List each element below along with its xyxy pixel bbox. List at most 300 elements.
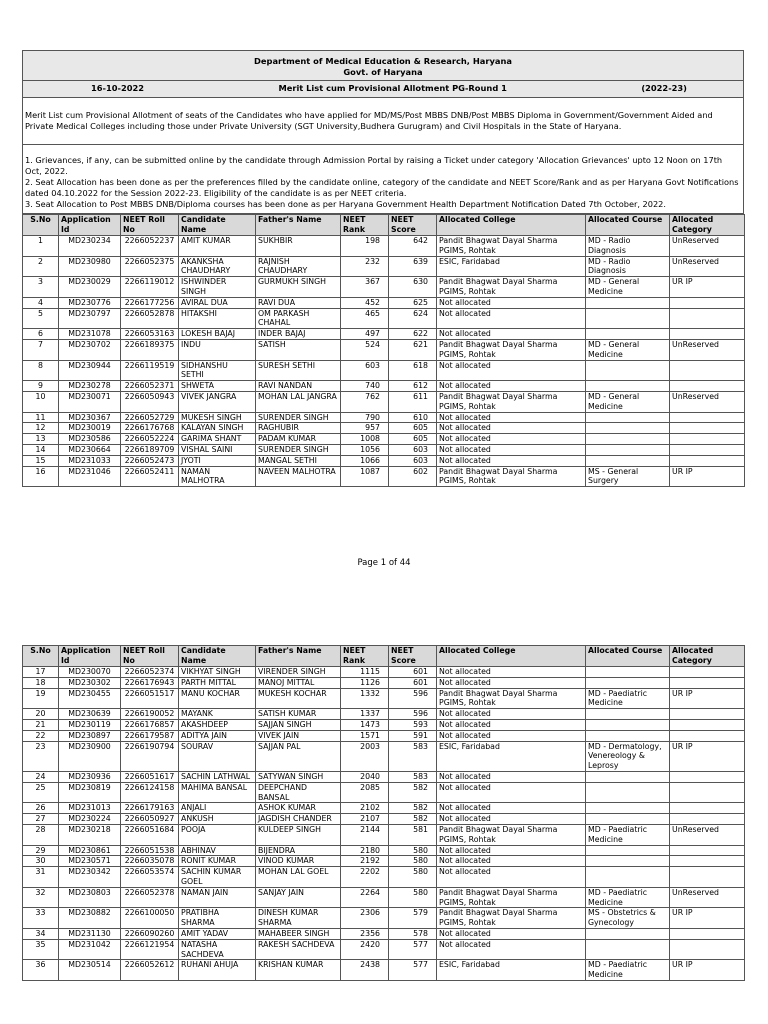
cell-candidate-name: SIDHANSHU SETHI (179, 360, 256, 381)
cell-fathers-name: MANGAL SETHI (256, 455, 341, 466)
cell-fathers-name: VIRENDER SINGH (256, 667, 341, 678)
cell-fathers-name: KRISHAN KUMAR (256, 960, 341, 981)
table-row (23, 256, 745, 277)
cell-fathers-name: MUKESH KOCHAR (256, 688, 341, 709)
table-row (23, 236, 745, 257)
cell-neet-rank: 2085 (341, 782, 389, 803)
cell-allocated-category: UnReserved (670, 391, 745, 412)
cell-allocated-category (670, 677, 745, 688)
cell-application-id: MD230342 (59, 867, 121, 888)
cell-neet-roll-no: 2266053163 (121, 329, 179, 340)
cell-neet-roll-no: 2266052378 (121, 887, 179, 908)
intro-paragraph: Merit List cum Provisional Allotment of seats of the Candidates who have applied for MD/MS/Post MBBS DNB/Post MBBS Diploma in Government/Government Aided and Private Medical Colleges including those under Private University (SGT University,Budhera Gurugram) and Civil Hospitals in the State of Haryana. (22, 98, 744, 145)
cell-candidate-name: MANU KOCHAR (179, 688, 256, 709)
table-row (23, 412, 745, 423)
cell-candidate-name: ANJALI (179, 803, 256, 814)
cell-neet-rank: 1473 (341, 719, 389, 730)
page-number: Page 1 of 44 (357, 558, 411, 568)
cell-sno: 20 (23, 709, 59, 720)
cell-candidate-name: AMIT KUMAR (179, 236, 256, 257)
cell-neet-roll-no: 2266189709 (121, 444, 179, 455)
cell-allocated-course: MS - General Surgery (586, 466, 670, 487)
cell-allocated-college: Pandit Bhagwat Dayal Sharma PGIMS, Rohtak (437, 824, 586, 845)
cell-neet-rank: 790 (341, 412, 389, 423)
cell-application-id: MD230019 (59, 423, 121, 434)
cell-fathers-name: ASHOK KUMAR (256, 803, 341, 814)
cell-fathers-name: RAVI DUA (256, 297, 341, 308)
cell-neet-rank: 2144 (341, 824, 389, 845)
cell-application-id: MD230797 (59, 308, 121, 329)
cell-allocated-category (670, 771, 745, 782)
cell-neet-score: 578 (389, 928, 437, 939)
cell-application-id: MD230664 (59, 444, 121, 455)
cell-neet-score: 596 (389, 688, 437, 709)
cell-allocated-course (586, 360, 670, 381)
cell-fathers-name: SAJJAN SINGH (256, 719, 341, 730)
cell-allocated-college: Not allocated (437, 709, 586, 720)
cell-allocated-course (586, 297, 670, 308)
cell-allocated-course (586, 381, 670, 392)
table-row (23, 730, 745, 741)
table-row (23, 466, 745, 487)
note-1: 1. Grievances, if any, can be submitted online by the candidate through Admission Portal by raising a Ticket under category 'Allocation Grievances' upto 12 Noon on 17th Oct, 2022. (25, 155, 723, 176)
cell-sno: 27 (23, 814, 59, 825)
cell-allocated-college: Not allocated (437, 455, 586, 466)
merit-table-page-1 (22, 214, 745, 487)
cell-allocated-course (586, 719, 670, 730)
cell-neet-roll-no: 2266190052 (121, 709, 179, 720)
cell-allocated-course (586, 856, 670, 867)
cell-allocated-college: Not allocated (437, 412, 586, 423)
table-row (23, 360, 745, 381)
cell-neet-roll-no: 2266053574 (121, 867, 179, 888)
cell-allocated-course: MD - Paediatric Medicine (586, 960, 670, 981)
col-header-allocated-course: Allocated Course (586, 646, 670, 667)
cell-sno: 8 (23, 360, 59, 381)
cell-candidate-name: MUKESH SINGH (179, 412, 256, 423)
cell-neet-rank: 1066 (341, 455, 389, 466)
cell-neet-score: 612 (389, 381, 437, 392)
cell-neet-rank: 603 (341, 360, 389, 381)
cell-sno: 12 (23, 423, 59, 434)
page-1 (22, 50, 744, 487)
table-row (23, 329, 745, 340)
table-row (23, 908, 745, 929)
cell-allocated-course (586, 455, 670, 466)
cell-allocated-category (670, 360, 745, 381)
cell-allocated-category (670, 867, 745, 888)
cell-allocated-college: Not allocated (437, 939, 586, 960)
cell-application-id: MD230029 (59, 277, 121, 298)
cell-neet-score: 625 (389, 297, 437, 308)
cell-allocated-course: MD - Paediatric Medicine (586, 688, 670, 709)
cell-allocated-category (670, 455, 745, 466)
table-row (23, 856, 745, 867)
cell-allocated-course (586, 434, 670, 445)
cell-neet-rank: 1008 (341, 434, 389, 445)
cell-candidate-name: SACHIN LATHWAL (179, 771, 256, 782)
cell-candidate-name: RUHANI AHUJA (179, 960, 256, 981)
cell-allocated-category: UnReserved (670, 236, 745, 257)
cell-neet-score: 622 (389, 329, 437, 340)
cell-allocated-category: UR IP (670, 277, 745, 298)
cell-allocated-college: Pandit Bhagwat Dayal Sharma PGIMS, Rohtak (437, 391, 586, 412)
cell-allocated-college: Pandit Bhagwat Dayal Sharma PGIMS, Rohtak (437, 466, 586, 487)
session-label: (2022-23) (641, 83, 687, 93)
cell-allocated-college: Not allocated (437, 667, 586, 678)
cell-neet-score: 577 (389, 939, 437, 960)
cell-fathers-name: SATISH KUMAR (256, 709, 341, 720)
cell-neet-roll-no: 2266052729 (121, 412, 179, 423)
cell-sno: 23 (23, 741, 59, 771)
cell-neet-score: 605 (389, 423, 437, 434)
cell-allocated-category: UnReserved (670, 887, 745, 908)
cell-allocated-category (670, 434, 745, 445)
cell-neet-score: 601 (389, 667, 437, 678)
cell-neet-roll-no: 2266052878 (121, 308, 179, 329)
cell-application-id: MD231033 (59, 455, 121, 466)
cell-sno: 26 (23, 803, 59, 814)
cell-neet-roll-no: 2266179163 (121, 803, 179, 814)
cell-allocated-category: UR IP (670, 908, 745, 929)
cell-fathers-name: RAJNISH CHAUDHARY (256, 256, 341, 277)
table-row (23, 423, 745, 434)
cell-neet-roll-no: 2266100050 (121, 908, 179, 929)
cell-candidate-name: NAMAN MALHOTRA (179, 466, 256, 487)
table-row (23, 887, 745, 908)
cell-allocated-category (670, 856, 745, 867)
cell-neet-score: 601 (389, 677, 437, 688)
cell-fathers-name: SATYWAN SINGH (256, 771, 341, 782)
cell-fathers-name: JAGDISH CHANDER (256, 814, 341, 825)
cell-neet-score: 630 (389, 277, 437, 298)
cell-neet-roll-no: 2266052473 (121, 455, 179, 466)
cell-neet-rank: 2356 (341, 928, 389, 939)
cell-application-id: MD230702 (59, 339, 121, 360)
cell-candidate-name: VIKHYAT SINGH (179, 667, 256, 678)
table-row (23, 391, 745, 412)
cell-neet-roll-no: 2266119519 (121, 360, 179, 381)
cell-allocated-college: Pandit Bhagwat Dayal Sharma PGIMS, Rohtak (437, 236, 586, 257)
cell-neet-rank: 2306 (341, 908, 389, 929)
cell-sno: 15 (23, 455, 59, 466)
cell-neet-rank: 2202 (341, 867, 389, 888)
cell-neet-roll-no: 2266051538 (121, 845, 179, 856)
cell-allocated-category (670, 444, 745, 455)
cell-neet-score: 583 (389, 771, 437, 782)
cell-neet-score: 596 (389, 709, 437, 720)
cell-application-id: MD230224 (59, 814, 121, 825)
cell-allocated-course (586, 709, 670, 720)
cell-neet-rank: 1115 (341, 667, 389, 678)
cell-sno: 35 (23, 939, 59, 960)
cell-fathers-name: INDER BAJAJ (256, 329, 341, 340)
table-row (23, 297, 745, 308)
cell-neet-score: 603 (389, 455, 437, 466)
cell-application-id: MD230586 (59, 434, 121, 445)
cell-neet-rank: 2107 (341, 814, 389, 825)
col-header-fathers-name: Father's Name (256, 215, 341, 236)
cell-application-id: MD230861 (59, 845, 121, 856)
col-header-application-id: Application Id (59, 646, 121, 667)
cell-allocated-category (670, 814, 745, 825)
cell-candidate-name: MAHIMA BANSAL (179, 782, 256, 803)
cell-candidate-name: VISHAL SAINI (179, 444, 256, 455)
cell-allocated-college: Pandit Bhagwat Dayal Sharma PGIMS, Rohtak (437, 887, 586, 908)
cell-fathers-name: SAJJAN PAL (256, 741, 341, 771)
cell-fathers-name: BIJENDRA (256, 845, 341, 856)
cell-sno: 1 (23, 236, 59, 257)
cell-neet-rank: 524 (341, 339, 389, 360)
cell-neet-rank: 198 (341, 236, 389, 257)
cell-allocated-category (670, 719, 745, 730)
table-row (23, 814, 745, 825)
col-header-candidate-name: Candidate Name (179, 646, 256, 667)
table-row (23, 771, 745, 782)
cell-allocated-college: Pandit Bhagwat Dayal Sharma PGIMS, Rohtak (437, 277, 586, 298)
cell-application-id: MD230900 (59, 741, 121, 771)
cell-fathers-name: SURENDER SINGH (256, 444, 341, 455)
cell-candidate-name: AKANKSHA CHAUDHARY (179, 256, 256, 277)
cell-allocated-course: MD - General Medicine (586, 339, 670, 360)
cell-sno: 19 (23, 688, 59, 709)
cell-allocated-course: MD - Radio Diagnosis (586, 236, 670, 257)
cell-neet-rank: 1126 (341, 677, 389, 688)
cell-application-id: MD230070 (59, 667, 121, 678)
cell-sno: 10 (23, 391, 59, 412)
cell-sno: 9 (23, 381, 59, 392)
cell-allocated-course (586, 928, 670, 939)
cell-neet-roll-no: 2266052237 (121, 236, 179, 257)
cell-allocated-course (586, 730, 670, 741)
col-header-allocated-category: Allocated Category (670, 646, 745, 667)
cell-candidate-name: SHWETA (179, 381, 256, 392)
department-title: Department of Medical Education & Research, Haryana (253, 56, 512, 66)
cell-allocated-course (586, 867, 670, 888)
cell-neet-roll-no: 2266035078 (121, 856, 179, 867)
table-row (23, 434, 745, 445)
cell-fathers-name: NAVEEN MALHOTRA (256, 466, 341, 487)
cell-candidate-name: HITAKSHI (179, 308, 256, 329)
cell-sno: 21 (23, 719, 59, 730)
cell-allocated-category: UR IP (670, 741, 745, 771)
cell-neet-roll-no: 2266052224 (121, 434, 179, 445)
cell-application-id: MD231078 (59, 329, 121, 340)
cell-allocated-college: Not allocated (437, 928, 586, 939)
col-header-neet-roll-no: NEET Roll No (121, 646, 179, 667)
cell-fathers-name: MOHAN LAL JANGRA (256, 391, 341, 412)
cell-sno: 22 (23, 730, 59, 741)
cell-application-id: MD230819 (59, 782, 121, 803)
cell-sno: 30 (23, 856, 59, 867)
table-row (23, 824, 745, 845)
cell-allocated-course (586, 814, 670, 825)
cell-neet-rank: 497 (341, 329, 389, 340)
cell-neet-roll-no: 2266177256 (121, 297, 179, 308)
cell-allocated-course (586, 803, 670, 814)
table-row (23, 803, 745, 814)
cell-neet-rank: 1337 (341, 709, 389, 720)
cell-neet-score: 580 (389, 845, 437, 856)
cell-application-id: MD230882 (59, 908, 121, 929)
cell-allocated-college: Not allocated (437, 444, 586, 455)
table-row (23, 939, 745, 960)
table-row (23, 667, 745, 678)
cell-fathers-name: MANOJ MITTAL (256, 677, 341, 688)
cell-neet-roll-no: 2266119012 (121, 277, 179, 298)
cell-fathers-name: RAKESH SACHDEVA (256, 939, 341, 960)
cell-candidate-name: ADITYA JAIN (179, 730, 256, 741)
cell-neet-score: 624 (389, 308, 437, 329)
cell-allocated-course: MD - Paediatric Medicine (586, 887, 670, 908)
cell-allocated-college: Pandit Bhagwat Dayal Sharma PGIMS, Rohtak (437, 908, 586, 929)
cell-allocated-course (586, 782, 670, 803)
cell-neet-rank: 2264 (341, 887, 389, 908)
cell-allocated-college: Not allocated (437, 867, 586, 888)
cell-application-id: MD230897 (59, 730, 121, 741)
cell-fathers-name: SURESH SETHI (256, 360, 341, 381)
cell-fathers-name: KULDEEP SINGH (256, 824, 341, 845)
merit-table-page-2 (22, 645, 745, 981)
cell-allocated-category (670, 308, 745, 329)
cell-neet-rank: 452 (341, 297, 389, 308)
cell-neet-rank: 232 (341, 256, 389, 277)
cell-application-id: MD230455 (59, 688, 121, 709)
cell-application-id: MD231042 (59, 939, 121, 960)
cell-sno: 11 (23, 412, 59, 423)
cell-application-id: MD230936 (59, 771, 121, 782)
cell-neet-score: 581 (389, 824, 437, 845)
cell-candidate-name: LOKESH BAJAJ (179, 329, 256, 340)
cell-neet-score: 621 (389, 339, 437, 360)
table-row (23, 741, 745, 771)
cell-neet-score: 618 (389, 360, 437, 381)
cell-sno: 29 (23, 845, 59, 856)
cell-allocated-college: Not allocated (437, 423, 586, 434)
cell-allocated-course (586, 677, 670, 688)
cell-neet-roll-no: 2266051617 (121, 771, 179, 782)
cell-neet-roll-no: 2266179587 (121, 730, 179, 741)
notes-block (22, 145, 744, 214)
table-row (23, 444, 745, 455)
cell-candidate-name: RONIT KUMAR (179, 856, 256, 867)
cell-allocated-category: UnReserved (670, 339, 745, 360)
cell-allocated-course (586, 329, 670, 340)
cell-sno: 14 (23, 444, 59, 455)
cell-candidate-name: PARTH MITTAL (179, 677, 256, 688)
cell-sno: 24 (23, 771, 59, 782)
cell-allocated-college: Pandit Bhagwat Dayal Sharma PGIMS, Rohtak (437, 688, 586, 709)
cell-sno: 16 (23, 466, 59, 487)
table-header-row (23, 215, 745, 236)
cell-allocated-college: Not allocated (437, 434, 586, 445)
cell-sno: 17 (23, 667, 59, 678)
cell-allocated-course (586, 845, 670, 856)
list-title: Merit List cum Provisional Allotment PG-Round 1 (278, 83, 507, 93)
cell-neet-roll-no: 2266052612 (121, 960, 179, 981)
cell-neet-score: 642 (389, 236, 437, 257)
cell-sno: 32 (23, 887, 59, 908)
cell-neet-roll-no: 2266052411 (121, 466, 179, 487)
cell-neet-rank: 957 (341, 423, 389, 434)
cell-allocated-course (586, 667, 670, 678)
cell-fathers-name: DEEPCHAND BANSAL (256, 782, 341, 803)
cell-allocated-category (670, 928, 745, 939)
cell-allocated-college: Not allocated (437, 719, 586, 730)
cell-neet-rank: 2438 (341, 960, 389, 981)
cell-application-id: MD230119 (59, 719, 121, 730)
cell-neet-rank: 2420 (341, 939, 389, 960)
cell-sno: 34 (23, 928, 59, 939)
cell-allocated-category: UR IP (670, 960, 745, 981)
cell-sno: 28 (23, 824, 59, 845)
cell-neet-score: 582 (389, 814, 437, 825)
cell-allocated-course: MD - Radio Diagnosis (586, 256, 670, 277)
cell-sno: 6 (23, 329, 59, 340)
cell-allocated-category: UR IP (670, 688, 745, 709)
cell-sno: 3 (23, 277, 59, 298)
cell-neet-rank: 2003 (341, 741, 389, 771)
cell-application-id: MD231130 (59, 928, 121, 939)
cell-neet-score: 593 (389, 719, 437, 730)
cell-neet-roll-no: 2266052375 (121, 256, 179, 277)
cell-allocated-college: ESIC, Faridabad (437, 256, 586, 277)
cell-candidate-name: ANKUSH (179, 814, 256, 825)
cell-neet-score: 610 (389, 412, 437, 423)
table-row (23, 782, 745, 803)
col-header-candidate-name: Candidate Name (179, 215, 256, 236)
cell-fathers-name: GURMUKH SINGH (256, 277, 341, 298)
cell-candidate-name: PRATIBHA SHARMA (179, 908, 256, 929)
cell-fathers-name: RAGHUBIR (256, 423, 341, 434)
table-row (23, 709, 745, 720)
cell-sno: 31 (23, 867, 59, 888)
document-header (22, 50, 744, 98)
cell-neet-score: 583 (389, 741, 437, 771)
cell-fathers-name: SANJAY JAIN (256, 887, 341, 908)
cell-application-id: MD230980 (59, 256, 121, 277)
cell-neet-score: 605 (389, 434, 437, 445)
cell-allocated-college: Not allocated (437, 308, 586, 329)
cell-neet-roll-no: 2266050927 (121, 814, 179, 825)
table-row (23, 381, 745, 392)
cell-allocated-course: MD - General Medicine (586, 277, 670, 298)
cell-neet-score: 580 (389, 856, 437, 867)
cell-neet-rank: 1087 (341, 466, 389, 487)
cell-allocated-category (670, 297, 745, 308)
cell-neet-roll-no: 2266190794 (121, 741, 179, 771)
cell-sno: 13 (23, 434, 59, 445)
cell-neet-score: 603 (389, 444, 437, 455)
cell-candidate-name: ABHINAV (179, 845, 256, 856)
cell-application-id: MD230278 (59, 381, 121, 392)
cell-candidate-name: INDU (179, 339, 256, 360)
cell-sno: 33 (23, 908, 59, 929)
table-row (23, 677, 745, 688)
cell-neet-score: 577 (389, 960, 437, 981)
cell-allocated-category (670, 845, 745, 856)
cell-allocated-course (586, 939, 670, 960)
cell-application-id: MD230803 (59, 887, 121, 908)
cell-allocated-college: Not allocated (437, 771, 586, 782)
cell-candidate-name: POOJA (179, 824, 256, 845)
note-3: 3. Seat Allocation to Post MBBS DNB/Diploma courses has been done as per Haryana Government Health Department Notification Dated 7th October, 2022. (25, 199, 666, 209)
cell-allocated-college: ESIC, Faridabad (437, 741, 586, 771)
cell-allocated-category (670, 782, 745, 803)
cell-neet-roll-no: 2266189375 (121, 339, 179, 360)
cell-neet-score: 602 (389, 466, 437, 487)
cell-allocated-category (670, 329, 745, 340)
